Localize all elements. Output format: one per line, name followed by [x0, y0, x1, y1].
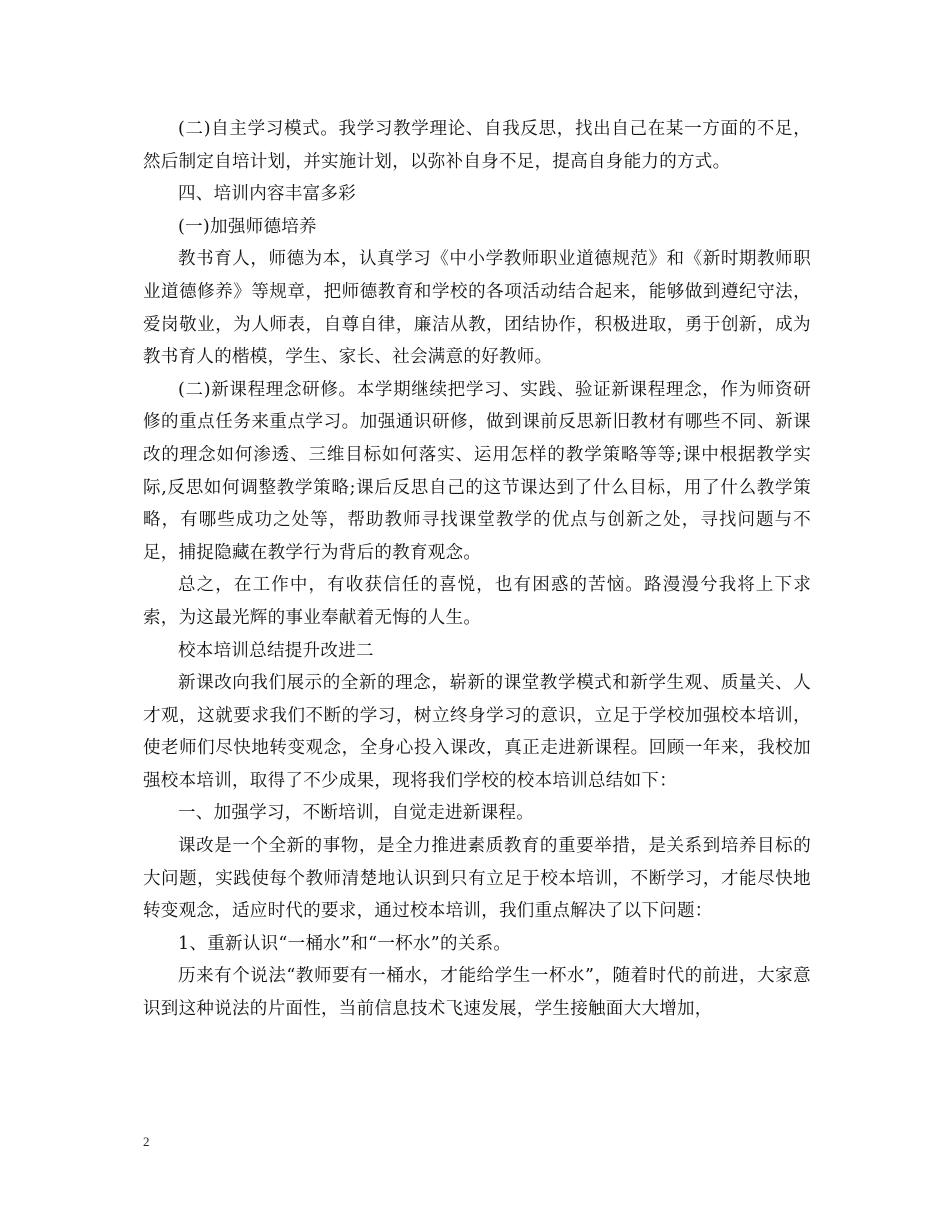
heading-strengthen-learning: 一、加强学习，不断培训，自觉走进新课程。 — [178, 803, 534, 824]
heading-bucket-and-cup: 1、重新认识“一桶水”和“一杯水”的关系。 — [178, 933, 512, 954]
page-number: 2 — [143, 1134, 150, 1149]
heading-training-content: 四、培训内容丰富多彩 — [178, 184, 356, 205]
paragraph-autonomous-learning: (二)自主学习模式。我学习教学理论、自我反思，找出自己在某一方面的不足，然后制定自培计划，并实施计划，以弥补自身不足，提高自身能力的方式。 — [143, 119, 811, 172]
paragraph-curriculum-study: (二)新课程理念研修。本学期继续把学习、实践、验证新课程理念，作为师资研修的重点任务来重点学习。加强通识研修，做到课前反思新旧教材有哪些不同、新课改的理念如何渗透、三维目标如何落实、运用怎样的教学策略等等;课中根据教学实际,反思如何调整教学策略;课后反思自己的这节课达到了什么目标，用了什么教学策略，有哪些成功之处等，帮助教师寻找课堂教学的优点与创新之处，寻找问题与不足，捕捉隐藏在教学行为背后的教育观念。 — [143, 379, 811, 563]
paragraph-teacher-ethics: 教书育人，师德为本，认真学习《中小学教师职业道德规范》和《新时期教师职业道德修养》等规章，把师德教育和学校的各项活动结合起来，能够做到遵纪守法，爱岗敬业，为人师表，自尊自律，廉洁从教，团结协作，积极进取，勇于创新，成为教书育人的楷模，学生、家长、社会满意的好教师。 — [143, 249, 811, 368]
paragraph-bucket-saying: 历来有个说法“教师要有一桶水，才能给学生一杯水”，随着时代的前进，大家意识到这种说法的片面性，当前信息技术飞速发展，学生接触面大大增加， — [143, 966, 811, 1020]
section-title-summary-two: 校本培训总结提升改进二 — [178, 640, 374, 661]
paragraph-curriculum-reform: 课改是一个全新的事物，是全力推进素质教育的重要举措，是关系到培养目标的大问题，实践使每个教师清楚地认识到只有立足于校本培训，不断学习，才能尽快地转变观念，适应时代的要求，通过校本培训，我们重点解决了以下问题： — [143, 836, 811, 922]
heading-ethics-training: (一)加强师德培养 — [178, 216, 317, 237]
paragraph-conclusion: 总之，在工作中，有收获信任的喜悦，也有困惑的苦恼。路漫漫兮我将上下求索，为这最光辉的事业奉献着无悔的人生。 — [143, 575, 811, 628]
document-body — [143, 113, 811, 1026]
paragraph-new-curriculum: 新课改向我们展示的全新的理念，崭新的课堂教学模式和新学生观、质量关、人才观，这就要求我们不断的学习，树立终身学习的意识，立足于学校加强校本培训，使老师们尽快地转变观念，全身心投入课改，真正走进新课程。回顾一年来，我校加强校本培训，取得了不少成果，现将我们学校的校本培训总结如下： — [143, 673, 811, 791]
